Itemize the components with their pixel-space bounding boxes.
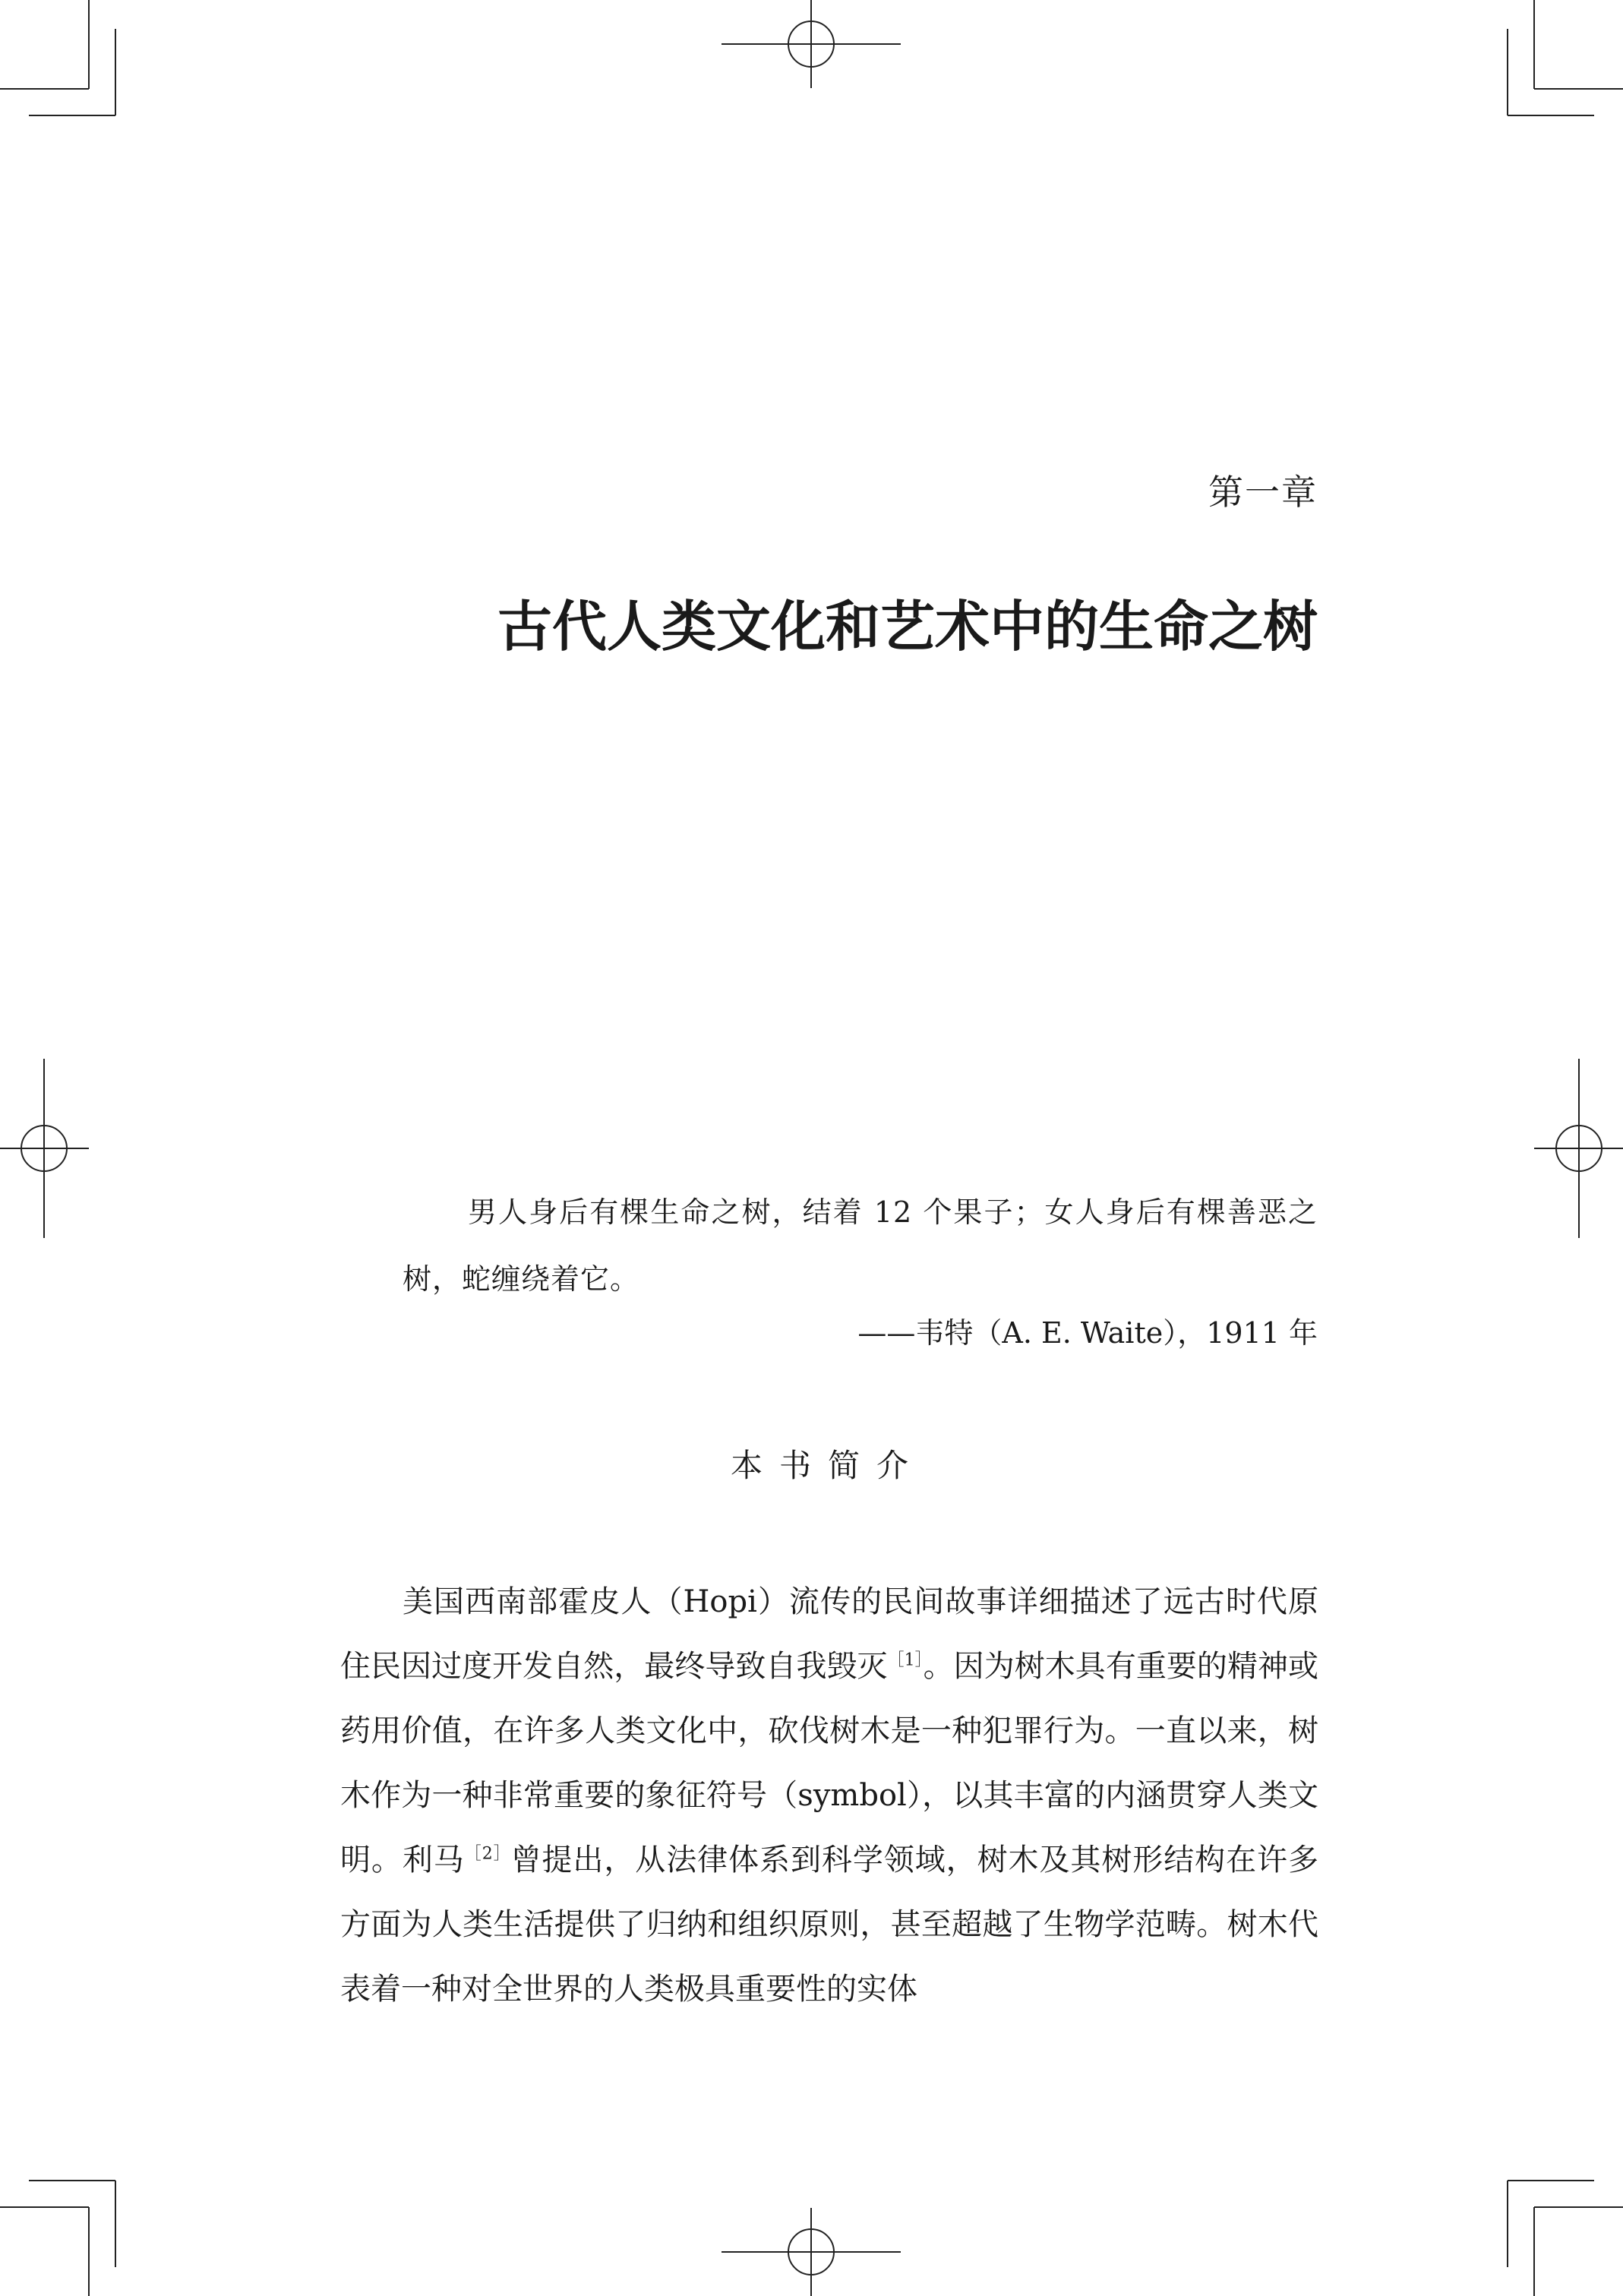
crop-mark-top-right: [1508, 0, 1623, 115]
registration-target-top: [722, 0, 901, 88]
body-text: [340, 1570, 1318, 2022]
crop-mark-top-left: [0, 0, 115, 115]
section-heading: 本书简介: [730, 1447, 925, 1484]
reference-marker-1[interactable]: ［1］: [887, 1650, 924, 1670]
reference-marker-2[interactable]: ［2］: [464, 1844, 511, 1864]
registration-target-right: [1534, 1059, 1623, 1238]
body-text-segment: 。因为树木具有重要的精神或药用价值，在许多人类文化中，砍伐树木是一种犯罪行为。一直以来，树木作为一种非常重要的象征符号（symbol），以其丰富的内涵贯穿人类文明。利马: [340, 1649, 1319, 1878]
epigraph-quote: 男人身后有棵生命之树，结着 12 个果子；女人身后有棵善恶之树，蛇缠绕着它。: [403, 1195, 1318, 1296]
body-text-segment: 曾提出，从法律体系到科学领域，树木及其树形结构在许多方面为人类生活提供了归纳和组织原则，甚至超越了生物学范畴。树木代表着一种对全世界的人类极具重要性的实体: [340, 1843, 1318, 2007]
registration-target-left: [0, 1059, 89, 1238]
crop-mark-bottom-right: [1508, 2181, 1623, 2296]
body-paragraph: [340, 1570, 1318, 2022]
crop-mark-bottom-left: [0, 2181, 115, 2296]
body-text-segment: 美国西南部霍皮人（Hopi）流传的民间故事详细描述了远古时代原住民因过度开发自然，最终导致自我毁灭: [340, 1584, 1318, 1684]
registration-target-bottom: [722, 2208, 901, 2296]
chapter-label: 第一章: [1208, 472, 1318, 513]
epigraph-source: ——韦特（A. E. Waite），1911 年: [857, 1316, 1318, 1350]
chapter-title: 古代人类文化和艺术中的生命之树: [497, 594, 1318, 658]
